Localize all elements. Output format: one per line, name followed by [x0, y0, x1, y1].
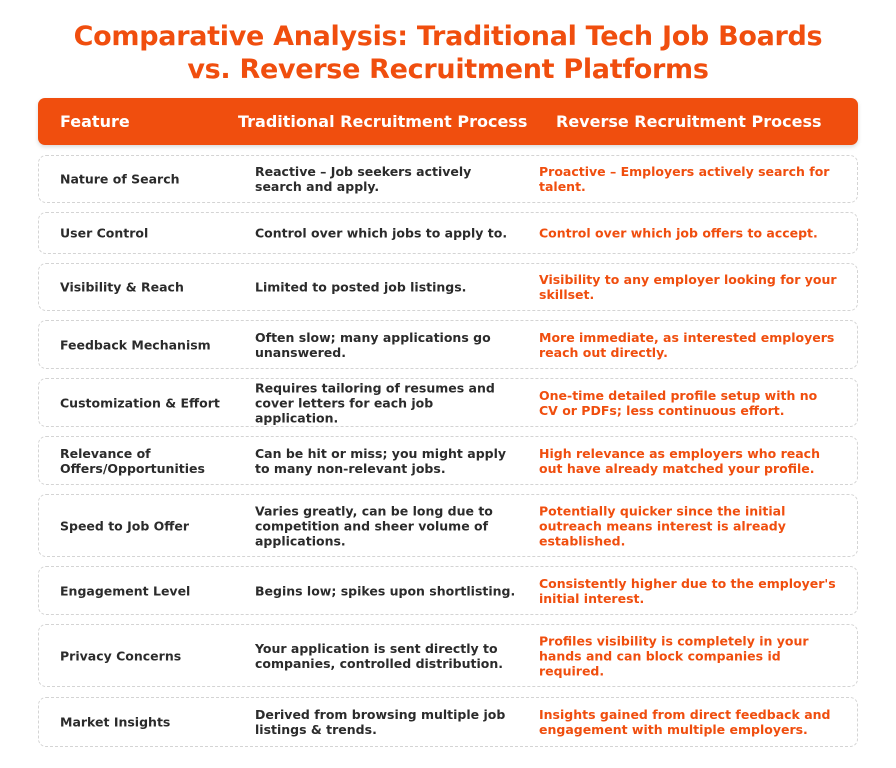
row-traditional: Requires tailoring of resumes and cover letters for each job application.	[255, 380, 495, 425]
row-reverse: Insights gained from direct feedback and engagement with multiple employers.	[539, 707, 831, 737]
table-row	[38, 263, 858, 311]
row-traditional: Can be hit or miss; you might apply to many non-relevant jobs.	[255, 445, 507, 476]
page-title	[0, 20, 896, 86]
row-traditional: Control over which jobs to apply to.	[255, 225, 508, 241]
header-traditional: Traditional Recruitment Process	[238, 112, 528, 131]
row-reverse: Consistently higher due to the employer's initial interest.	[539, 575, 836, 606]
table-row	[38, 436, 858, 485]
row-traditional: Varies greatly, can be long due to competition and sheer volume of applications.	[255, 503, 493, 548]
row-reverse: Control over which job offers to accept.	[539, 225, 818, 241]
row-reverse: High relevance as employers who reach out have already matched your profile.	[539, 445, 820, 476]
header-reverse: Reverse Recruitment Process	[556, 112, 822, 131]
table-row	[38, 624, 858, 687]
row-reverse: Potentially quicker since the initial outreach means interest is already established.	[539, 503, 786, 548]
table-row	[38, 697, 858, 747]
row-feature: Feedback Mechanism	[60, 337, 211, 352]
row-traditional: Begins low; spikes upon shortlisting.	[255, 583, 516, 598]
table-row	[38, 212, 858, 254]
table-row	[38, 378, 858, 427]
row-traditional: Reactive – Job seekers actively search and apply.	[255, 164, 472, 194]
row-reverse: One-time detailed profile setup with no CV or PDFs; less continuous effort.	[539, 387, 818, 418]
table-row	[38, 155, 858, 203]
row-feature: Speed to Job Offer	[60, 518, 190, 533]
row-feature: Nature of Search	[60, 171, 180, 187]
row-reverse: Profiles visibility is completely in your hands and can block companies id required.	[539, 633, 809, 678]
row-traditional: Derived from browsing multiple job listings & trends.	[255, 707, 506, 737]
row-traditional: Your application is sent directly to companies, controlled distribution.	[255, 640, 504, 671]
table-header	[38, 98, 858, 145]
table-row	[38, 494, 858, 557]
row-traditional: Limited to posted job listings.	[255, 279, 467, 295]
row-feature: Relevance of Offers/Opportunities	[60, 445, 205, 476]
row-feature: User Control	[60, 225, 149, 241]
row-feature: Privacy Concerns	[60, 648, 182, 663]
row-reverse: Proactive – Employers actively search for talent.	[539, 164, 830, 194]
title-line-1: Comparative Analysis: Traditional Tech Job Boards	[73, 21, 823, 52]
table-row	[38, 566, 858, 615]
row-traditional: Often slow; many applications go unanswered.	[255, 329, 491, 360]
header-feature: Feature	[60, 112, 130, 131]
row-reverse: Visibility to any employer looking for your skillset.	[539, 272, 837, 302]
row-feature: Market Insights	[60, 714, 171, 730]
row-feature: Visibility & Reach	[60, 279, 184, 295]
row-feature: Customization & Effort	[60, 395, 220, 410]
row-feature: Engagement Level	[60, 583, 191, 598]
row-reverse: More immediate, as interested employers reach out directly.	[539, 329, 835, 360]
table-row	[38, 320, 858, 369]
title-line-2: vs. Reverse Recruitment Platforms	[187, 54, 709, 85]
